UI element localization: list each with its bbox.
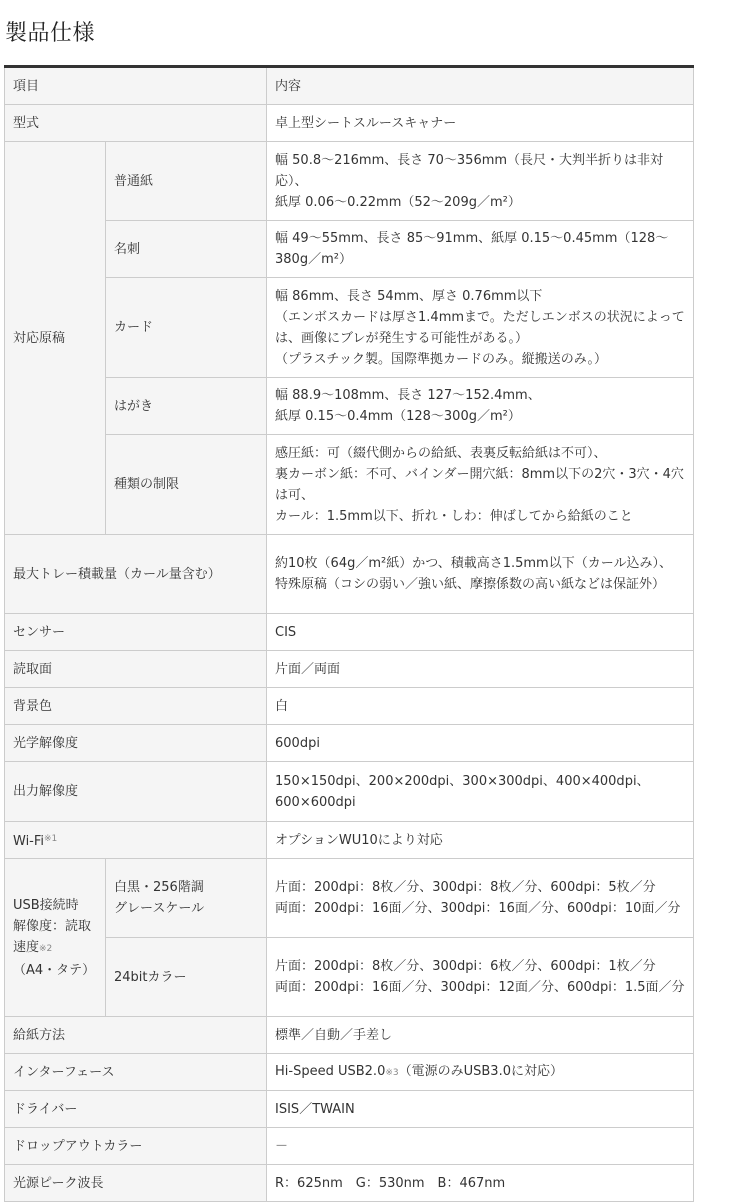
value-line: 紙厚 0.15～0.4mm（128～300g／m²） [275, 409, 521, 424]
table-row [5, 725, 694, 762]
table-row [5, 688, 694, 725]
label-line: グレースケール [114, 901, 205, 916]
table-row [5, 822, 694, 859]
value-line: 幅 86mm、長さ 54mm、厚さ 0.76mm以下 [275, 288, 543, 304]
value-line: 150×150dpi、200×200dpi、300×300dpi、400×400dpi、 [275, 773, 650, 789]
wifi-label: Wi-Fi [13, 833, 45, 849]
table-row [5, 105, 694, 142]
sub-label-postcard: はがき [106, 378, 267, 435]
interface-note: （電源のみUSB3.0に対応） [398, 1063, 563, 1079]
header-item: 項目 [5, 67, 267, 105]
row-value-mono [267, 859, 694, 938]
row-label-background: 背景色 [5, 688, 267, 725]
value-line: カール：1.5mm以下、折れ・しわ：伸ばしてから給紙のこと [275, 508, 633, 524]
table-row [5, 221, 694, 278]
row-value-card [267, 278, 694, 378]
value-line: 600×600dpi [275, 794, 356, 810]
table-row [5, 762, 694, 822]
label-line-text: 速度 [13, 939, 40, 955]
row-value-wifi: オプションWU10により対応 [267, 822, 694, 859]
table-row [5, 1165, 694, 1202]
sub-label-mono [106, 859, 267, 938]
value-line: 裏カーボン紙：不可、バインダー開穴紙：8mm以下の2穴・3穴・4穴は可、 [275, 466, 684, 503]
row-value-sensor: CIS [267, 614, 694, 651]
table-row [5, 938, 694, 1017]
row-label-dropout: ドロップアウトカラー [5, 1128, 267, 1165]
row-value-background: 白 [267, 688, 694, 725]
label-line: 解像度：読取 [13, 918, 92, 934]
header-content: 内容 [267, 67, 694, 105]
row-value-restrictions [267, 435, 694, 535]
sub-label-restrictions: 種類の制限 [106, 435, 267, 535]
sub-label-plain: 普通紙 [106, 142, 267, 221]
value-line: 幅 50.8～216mm、長さ 70～356mm（長尺・大判半折りは非対応）、 [275, 152, 664, 189]
row-value-tray [267, 535, 694, 614]
row-label-interface: インターフェース [5, 1054, 267, 1091]
value-line: 特殊原稿（コシの弱い／強い紙、摩擦係数の高い紙などは保証外） [275, 577, 666, 592]
row-value-output-res [267, 762, 694, 822]
row-label-wifi [5, 822, 267, 859]
value-line: 幅 49～55mm、長さ 85～91mm、紙厚 0.15～0.45mm（128～380g／m²） [275, 231, 669, 267]
label-line: 白黒・256階調 [114, 880, 204, 895]
value-line: （エンボスカードは厚さ1.4mmまで。ただしエンボスの状況によっては、画像にブレが発生する可能性がある。） [275, 309, 685, 346]
row-label-feed: 給紙方法 [5, 1017, 267, 1054]
table-row [5, 651, 694, 688]
row-label-model: 型式 [5, 105, 267, 142]
spec-table [4, 65, 694, 1202]
value-line: 片面：200dpi：8枚／分、300dpi：6枚／分、600dpi：1枚／分 [275, 959, 656, 974]
sub-label-card: カード [106, 278, 267, 378]
footnote-mark: ※2 [39, 943, 53, 954]
value-line: 両面：200dpi：16面／分、300dpi：12面／分、600dpi：1.5面／分 [275, 980, 685, 995]
row-value-dropout: － [267, 1128, 694, 1165]
row-label-output-res: 出力解像度 [5, 762, 267, 822]
row-label-tray: 最大トレー積載量（カール量含む） [5, 535, 267, 614]
value-line: 感圧紙：可（綴代側からの給紙、表裏反転給紙は不可）、 [275, 445, 607, 461]
row-value-color [267, 938, 694, 1017]
table-row [5, 1054, 694, 1091]
table-row [5, 278, 694, 378]
sub-label-color: 24bitカラー [106, 938, 267, 1017]
label-line: （A4・タテ） [13, 962, 96, 978]
value-line: 約10枚（64g／m²紙）かつ、積載高さ1.5mm以下（カール込み）、 [275, 556, 672, 571]
row-label-optical-res: 光学解像度 [5, 725, 267, 762]
page-title: 製品仕様 [5, 21, 96, 46]
row-label-driver: ドライバー [5, 1091, 267, 1128]
table-row [5, 435, 694, 535]
row-value-feed: 標準／自動／手差し [267, 1017, 694, 1054]
label-line [13, 937, 97, 960]
value-line: 幅 88.9～108mm、長さ 127～152.4mm、 [275, 388, 541, 403]
footnote-mark: ※3 [385, 1067, 399, 1078]
row-label-sensor: センサー [5, 614, 267, 651]
row-value-optical-res: 600dpi [267, 725, 694, 762]
label-line: USB接続時 [13, 897, 79, 913]
value-line: 両面：200dpi：16面／分、300dpi：16面／分、600dpi：10面／分 [275, 901, 681, 916]
table-row [5, 1017, 694, 1054]
value-line: （プラスチック製。国際準拠カードのみ。縦搬送のみ。） [275, 351, 608, 367]
table-row [5, 614, 694, 651]
row-value-driver: ISIS／TWAIN [267, 1091, 694, 1128]
table-header-row [5, 67, 694, 105]
row-label-documents: 対応原稿 [5, 142, 106, 535]
table-row [5, 535, 694, 614]
row-value-model: 卓上型シートスルースキャナー [267, 105, 694, 142]
row-value-read-side: 片面／両面 [267, 651, 694, 688]
sub-label-business-card: 名刺 [106, 221, 267, 278]
row-value-wavelength: R：625nm G：530nm B：467nm [267, 1165, 694, 1202]
row-value-plain [267, 142, 694, 221]
table-row [5, 142, 694, 221]
table-row [5, 378, 694, 435]
row-label-read-side: 読取面 [5, 651, 267, 688]
row-label-usb-speed [5, 859, 106, 1017]
table-row [5, 1128, 694, 1165]
row-value-postcard [267, 378, 694, 435]
table-row [5, 1091, 694, 1128]
value-line: 片面：200dpi：8枚／分、300dpi：8枚／分、600dpi：5枚／分 [275, 880, 656, 895]
row-label-wavelength: 光源ピーク波長 [5, 1165, 267, 1202]
row-value-business-card [267, 221, 694, 278]
table-row [5, 859, 694, 938]
row-value-interface [267, 1054, 694, 1091]
interface-value: Hi-Speed USB2.0 [275, 1063, 386, 1079]
footnote-mark: ※1 [44, 833, 58, 844]
value-line: 紙厚 0.06～0.22mm（52～209g／m²） [275, 194, 521, 210]
